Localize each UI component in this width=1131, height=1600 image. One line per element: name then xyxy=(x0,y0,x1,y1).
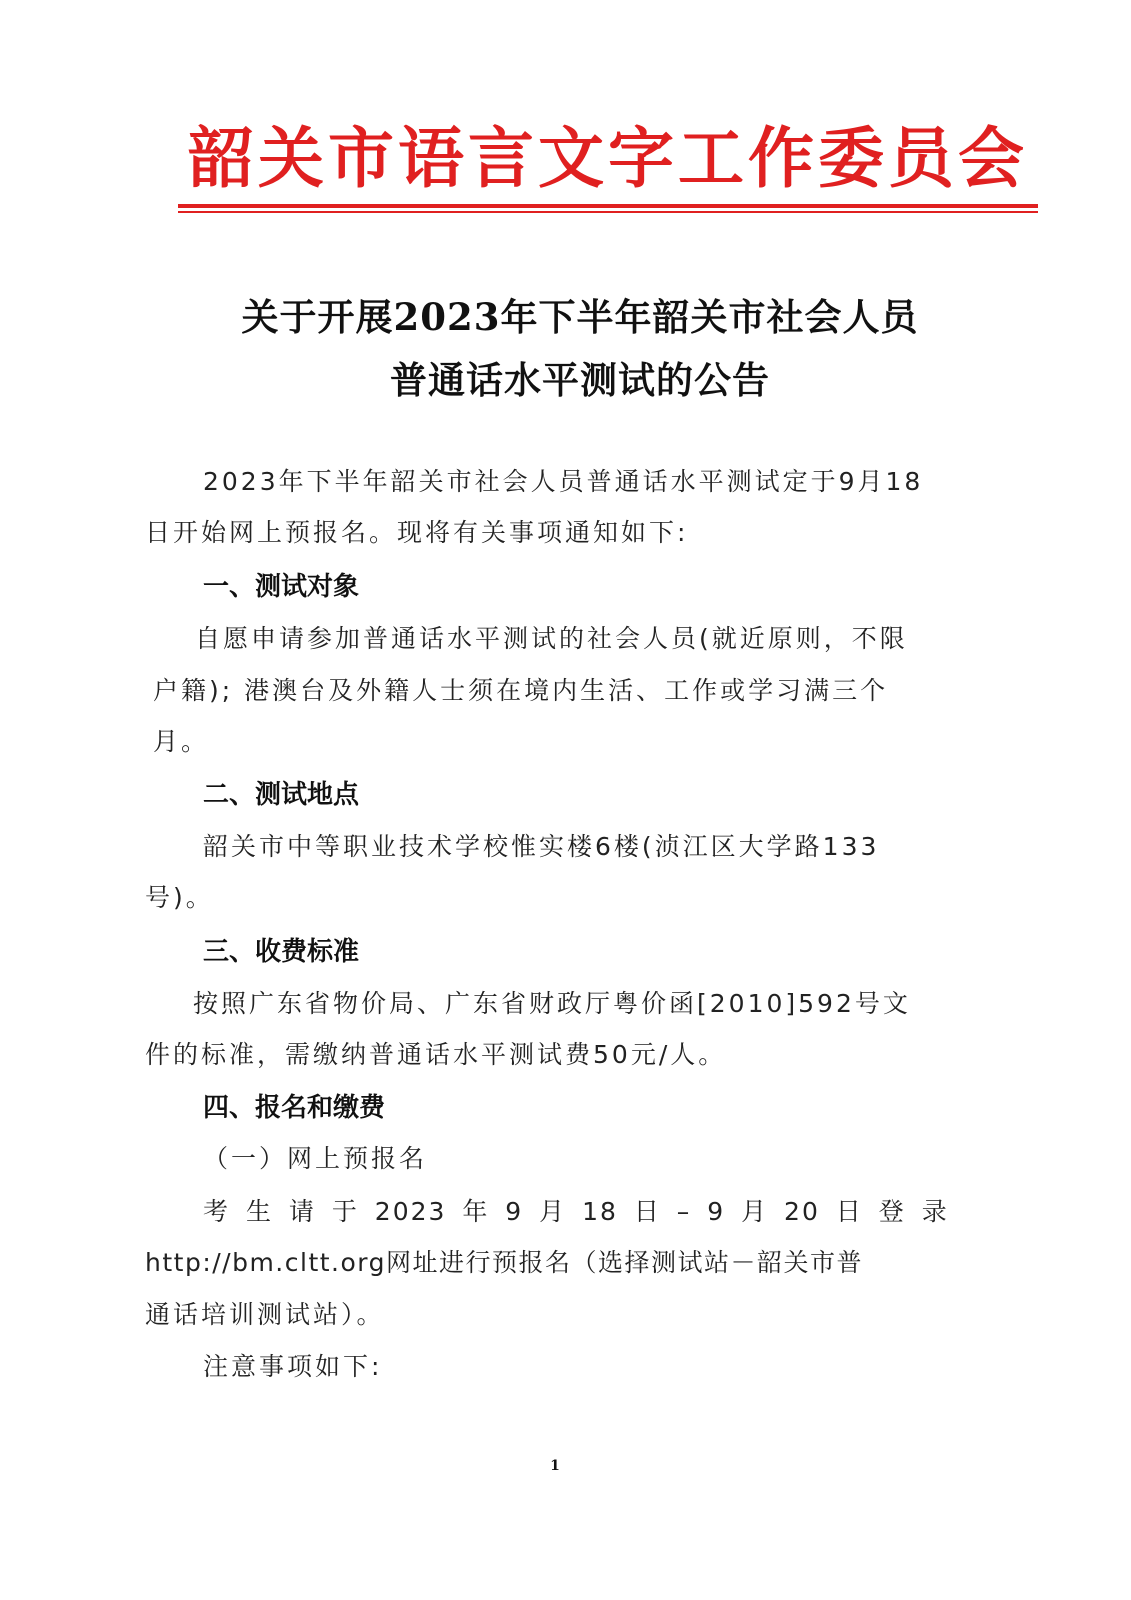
section-3-heading: 三、收费标准 xyxy=(203,937,360,967)
section-2-line-1: 韶关市中等职业技术学校惟实楼6楼(浈江区大学路133 xyxy=(203,832,880,861)
section-2-line-2: 号)。 xyxy=(145,883,214,912)
page-number: 1 xyxy=(550,1458,560,1474)
section-1-line-3: 月。 xyxy=(153,727,210,756)
section-3-line-1: 按照广东省物价局、广东省财政厅粤价函[2010]592号文 xyxy=(193,989,911,1018)
masthead-org-name: 韶关市语言文字工作委员会 xyxy=(188,119,1028,197)
document-title-line-2: 普通话水平测试的公告 xyxy=(390,358,770,402)
section-4-line-2: http://bm.cltt.org网址进行预报名（选择测试站－韶关市普 xyxy=(145,1248,864,1277)
section-4-heading: 四、报名和缴费 xyxy=(203,1093,386,1123)
intro-line-1: 2023年下半年韶关市社会人员普通话水平测试定于9月18 xyxy=(203,467,924,496)
section-4-line-3: 通话培训测试站）。 xyxy=(145,1300,385,1329)
section-1-line-2: 户籍); 港澳台及外籍人士须在境内生活、工作或学习满三个 xyxy=(153,676,889,705)
section-1-heading: 一、测试对象 xyxy=(203,572,360,602)
section-4-notes-intro: 注意事项如下: xyxy=(203,1352,383,1381)
section-3-line-2: 件的标准，需缴纳普通话水平测试费50元/人。 xyxy=(145,1040,727,1069)
document-title-line-1: 关于开展2023年下半年韶关市社会人员 xyxy=(241,295,919,339)
section-4-sub-1-heading: （一）网上预报名 xyxy=(203,1144,428,1173)
masthead-rule-thin xyxy=(178,211,1038,213)
section-1-line-1: 自愿申请参加普通话水平测试的社会人员(就近原则，不限 xyxy=(195,624,908,653)
section-4-line-1: 考 生 请 于 2023 年 9 月 18 日 – 9 月 20 日 登 录 xyxy=(203,1197,949,1226)
intro-line-2: 日开始网上预报名。现将有关事项通知如下: xyxy=(145,518,689,547)
section-2-heading: 二、测试地点 xyxy=(203,780,360,810)
masthead-rule-thick xyxy=(178,204,1038,208)
